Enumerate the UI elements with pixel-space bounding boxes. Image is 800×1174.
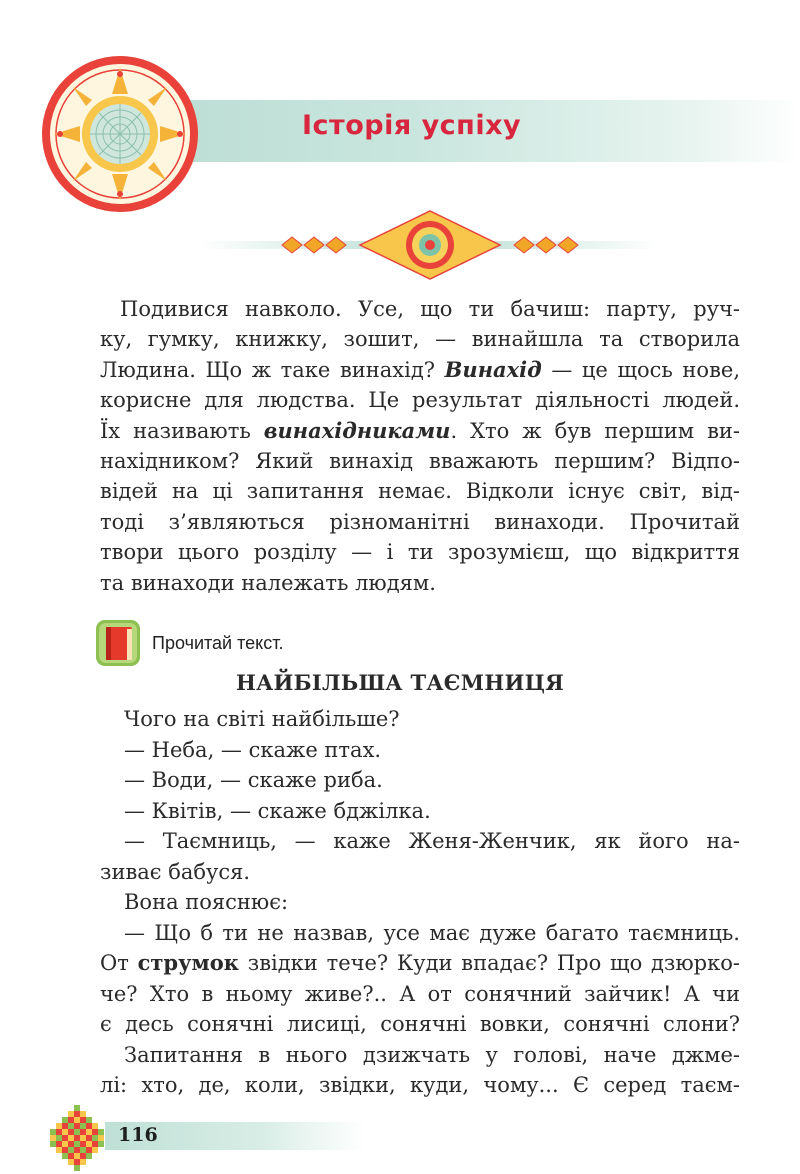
ornament-medallion-icon — [40, 54, 200, 214]
text-line: Чого на світі найбільше? — [124, 707, 400, 731]
text-line: Їх називають винахідниками. Хто ж був першим ви- — [100, 417, 740, 443]
text-line: лі: хто, де, коли, звідки, куди, чому... Є серед таєм- — [100, 1073, 740, 1097]
term-strumok: струмок — [137, 950, 239, 975]
intro-paragraph — [100, 294, 740, 598]
text-line: нахідником? Який винахід вважають першим? Відпо- — [100, 449, 740, 474]
text-line: Людина. Що ж таке винахід? Винахід — це щось нове, — [100, 356, 741, 382]
term-vynakhidnyky: винахідниками — [263, 417, 451, 443]
text-line: — Води, — скаже риба. — [124, 768, 383, 792]
text-line: че? Хто в ньому живе?.. А от сонячний зайчик! А чи — [100, 981, 740, 1006]
text-line: зиває бабуся. — [100, 859, 251, 884]
text-line: От струмок звідки тече? Куди впадає? Про що дзюрко- — [100, 950, 740, 975]
ornament-divider-icon — [200, 205, 660, 285]
text-line: є десь сонячні лисиці, сонячні вовки, сонячні слони? — [100, 1012, 740, 1036]
text-line: — Що б ти не назвав, усе має дуже багато таємниць. — [124, 920, 740, 945]
pixel-ornament-icon — [50, 1105, 110, 1171]
text-line: корисне для людства. Це результат діяльності людей. — [100, 388, 740, 413]
story-title: НАЙБІЛЬША ТАЄМНИЦЯ — [235, 670, 565, 695]
book-icon — [94, 618, 142, 668]
text-line: — Неба, — скаже птах. — [124, 737, 382, 762]
text-line: твори цього розділу — і ти зрозумієш, що відкриття — [100, 540, 740, 565]
task-label: Прочитай текст. — [152, 632, 284, 653]
story-text — [100, 704, 740, 1101]
page-title: Історія успіху — [302, 110, 522, 141]
page-number: 116 — [118, 1124, 158, 1146]
text-line: та винаходи належать людям. — [100, 570, 436, 595]
text-line: Вона пояснює: — [124, 890, 289, 914]
text-line: Подивися навколо. Усе, що ти бачиш: парту, руч- — [120, 297, 740, 321]
text-line: — Таємниць, — каже Женя-Женчик, як його на- — [124, 829, 740, 853]
task-instruction — [94, 617, 283, 669]
text-line: відей на ці запитання немає. Відколи існує світ, від- — [100, 479, 740, 504]
text-line: ку, гумку, книжку, зошит, — винайшла та створила — [100, 327, 740, 352]
text-line: — Квітів, — скаже бджілка. — [124, 798, 431, 823]
text-line: Запитання в нього дзижчать у голові, наче джме- — [124, 1042, 740, 1067]
text-line: тоді з’являються різноманітні винаходи. Прочитай — [100, 509, 740, 534]
term-vynakhid: Винахід — [444, 356, 542, 382]
